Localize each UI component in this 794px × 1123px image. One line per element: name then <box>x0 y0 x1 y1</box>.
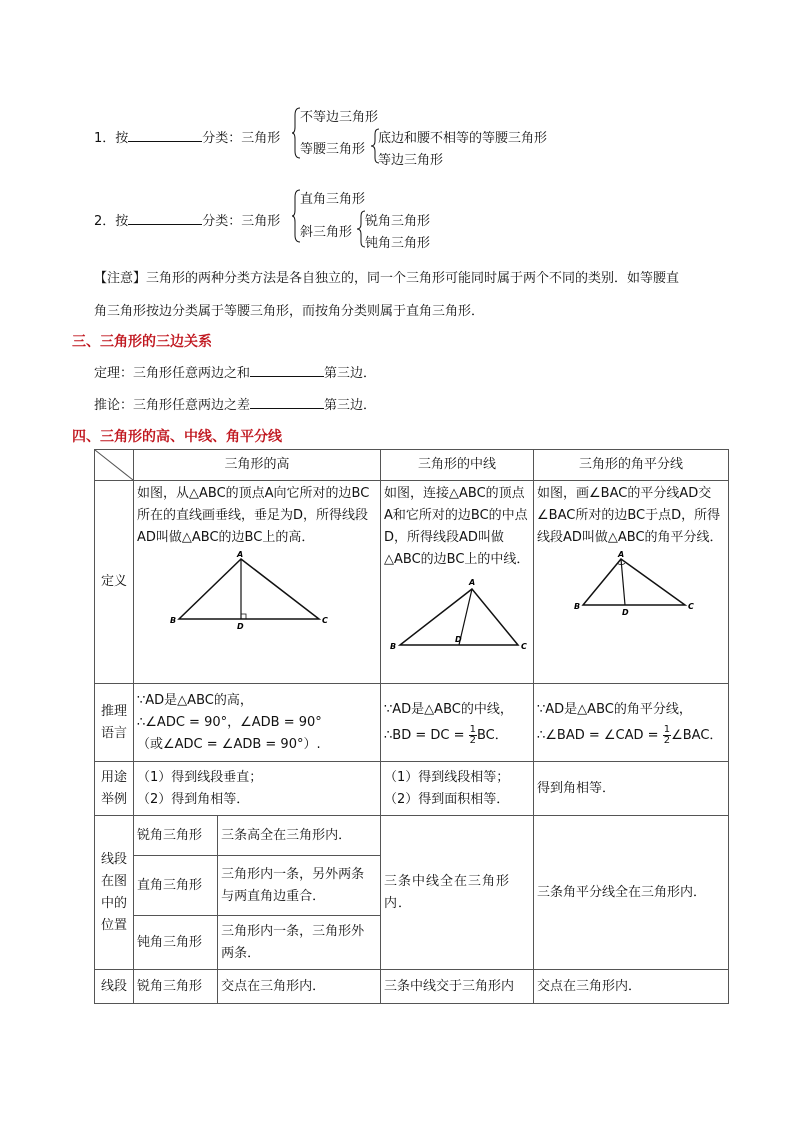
fraction-half: $\frac{1}{2}$ <box>663 723 671 746</box>
note-line: 角三角形按边分类属于等腰三角形，而按角分类则属于直角三角形． <box>94 304 485 319</box>
label-b: B <box>390 642 397 651</box>
label-d: D <box>455 635 462 644</box>
def-height-cell <box>134 481 381 684</box>
def-height-text: 如图，从△ABC的顶点A向它所对的边BC所在的直线画垂线，垂足为D，所得线段AD叫做△ABC的边BC上的高． <box>137 486 370 545</box>
class-item: 锐角三角形 <box>365 214 431 229</box>
pos-bisector: 三条角平分线全在三角形内． <box>534 816 729 970</box>
label-a: A <box>237 550 244 559</box>
last-bisector: 交点在三角形内． <box>534 970 729 1004</box>
last-median: 三条中线交于三角形内 <box>381 970 534 1004</box>
pos-type: 直角三角形 <box>134 856 218 916</box>
row-label: 推理语言 <box>95 684 134 762</box>
def-bisector-cell <box>534 481 729 684</box>
class-item: 斜三角形 <box>300 225 353 240</box>
def-median-text: 如图，连接△ABC的顶点A和它所对的边BC的中点D，所得线段AD叫做△ABC的边BC上的中线． <box>384 486 530 567</box>
pos-text: 三条高全在三角形内． <box>218 816 381 856</box>
corner-cell <box>95 450 134 481</box>
section-title: 四、三角形的高、中线、角平分线 <box>72 429 282 445</box>
classification-2: 2．按 分类：三角形 <box>94 210 280 229</box>
height-figure <box>167 549 377 629</box>
reason-height-cell: ∵AD是△ABC的高， ∴∠ADC = 90°，∠ADB = 90° （或∠ADC = ∠ADB = 90°）. <box>134 684 381 762</box>
row-label: 线段在图中的位置 <box>95 816 134 970</box>
class-item: 等腰三角形 <box>300 142 366 157</box>
classification-1: 1．按 分类：三角形 <box>94 127 280 146</box>
label-c: C <box>688 602 694 611</box>
label-a: A <box>469 578 476 587</box>
def-bisector-text: 如图，画∠BAC的平分线AD交∠BAC所对的边BC于点D，所得线段AD叫做△ABC的角平分线． <box>537 486 723 545</box>
class-item: 钝角三角形 <box>365 236 431 251</box>
reason-median-cell: ∵AD是△ABC的中线， ∴BD = DC = $\frac{1}{2}$ BC． <box>381 684 534 762</box>
class-item: 不等边三角形 <box>300 110 379 125</box>
row-label: 线段 <box>95 970 134 1004</box>
use-height-cell: （1）得到线段垂直； （2）得到角相等． <box>134 762 381 816</box>
theorem: 定理：三角形任意两边之和 第三边． <box>94 362 376 381</box>
use-bisector-cell: 得到角相等． <box>534 762 729 816</box>
median-figure <box>384 571 530 651</box>
row-label: 定义 <box>95 481 134 684</box>
note-line: 【注意】三角形的两种分类方法是各自独立的，同一个三角形可能同时属于两个不同的类别．如等腰直 <box>94 271 680 286</box>
def-median-cell <box>381 481 534 684</box>
last-type: 锐角三角形 <box>134 970 218 1004</box>
class-item: 底边和腰不相等的等腰三角形 <box>378 131 548 146</box>
label-b: B <box>574 602 581 611</box>
corollary: 推论：三角形任意两边之差 第三边． <box>94 394 376 413</box>
answer-blank[interactable] <box>250 362 324 377</box>
label-d: D <box>237 622 244 629</box>
comparison-table <box>94 449 729 1004</box>
header-height: 三角形的高 <box>134 450 381 481</box>
pos-type: 钝角三角形 <box>134 916 218 970</box>
class-item: 直角三角形 <box>300 192 366 207</box>
header-median: 三角形的中线 <box>381 450 534 481</box>
class-item: 等边三角形 <box>378 153 444 168</box>
pos-type: 锐角三角形 <box>134 816 218 856</box>
answer-blank[interactable] <box>128 210 202 225</box>
section-title: 三、三角形的三边关系 <box>72 334 212 350</box>
use-median-cell: （1）得到线段相等； （2）得到面积相等． <box>381 762 534 816</box>
label-a: A <box>618 550 625 559</box>
fraction-half: $\frac{1}{2}$ <box>469 723 476 746</box>
label-b: B <box>170 616 177 625</box>
answer-blank[interactable] <box>128 127 202 142</box>
last-height: 交点在三角形内． <box>218 970 381 1004</box>
label-d: D <box>622 608 629 617</box>
pos-text: 三角形内一条，三角形外两条． <box>218 916 381 970</box>
row-label: 用途举例 <box>95 762 134 816</box>
bisector-figure <box>537 549 725 619</box>
header-bisector: 三角形的角平分线 <box>534 450 729 481</box>
pos-median: 三条中线全在三角形内． <box>381 816 534 970</box>
pos-text: 三角形内一条，另外两条与两直角边重合． <box>218 856 381 916</box>
reason-bisector-cell: ∵AD是△ABC的角平分线， ∴∠BAD = ∠CAD = $\frac{1}{2}$ ∠BAC． <box>534 684 729 762</box>
label-c: C <box>322 616 328 625</box>
label-c: C <box>521 642 527 651</box>
answer-blank[interactable] <box>250 394 324 409</box>
